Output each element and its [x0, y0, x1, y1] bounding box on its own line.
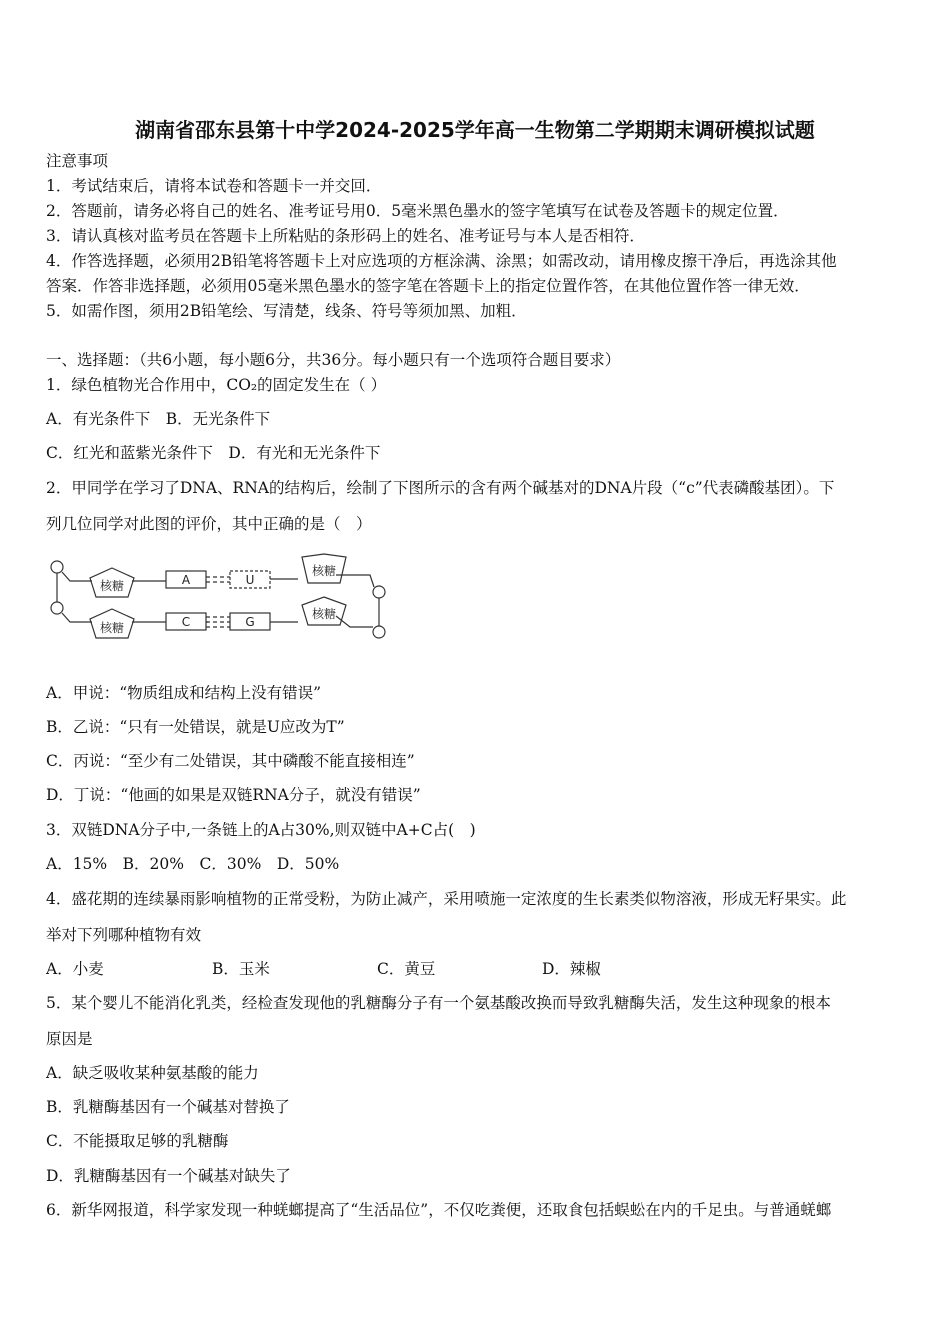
option-c: C．不能摄取足够的乳糖酶 [46, 1132, 229, 1150]
sugar-label: 核糖 [99, 579, 125, 593]
phosphate-circle [373, 626, 385, 638]
option-b: B．乳糖酶基因有一个碱基对替换了 [46, 1098, 290, 1116]
option-a: A．小麦 [46, 960, 104, 978]
page-title: 湖南省邵东县第十中学2024-2025学年高一生物第二学期期末调研模拟试题 [135, 118, 815, 142]
option-a: A．缺乏吸收某种氨基酸的能力 [46, 1064, 259, 1082]
question-1-options-cd [46, 443, 380, 463]
note-item: 答案．作答非选择题，必须用05毫米黑色墨水的签字笔在答题卡上的指定位置作答，在其他位置作答一律无效． [46, 277, 810, 295]
question-5-stem: 5．某个婴儿不能消化乳类，经检查发现他的乳糖酶分子有一个氨基酸改换而导致乳糖酶失活，发生这种现象的根本 [46, 994, 831, 1012]
base-label: U [245, 573, 255, 587]
option-d: D．50% [276, 855, 340, 873]
question-3-options [46, 854, 339, 874]
option-c: C．丙说：“至少有二处错误，其中磷酸不能直接相连” [46, 752, 415, 770]
option-d: D．有光和无光条件下 [228, 444, 381, 462]
notes-heading: 注意事项 [46, 152, 109, 170]
note-item: 4．作答选择题，必须用2B铅笔将答题卡上对应选项的方框涂满、涂黑；如需改动，请用橡皮擦干净后，再选涂其他 [46, 252, 837, 270]
option-b: B．玉米 [212, 960, 270, 978]
phosphate-circle [51, 561, 63, 573]
question-6-stem: 6．新华网报道，科学家发现一种蜣螂提高了“生活品位”，不仅吃粪便，还取食包括蜈蚣在内的千足虫。与普通蜣螂 [46, 1201, 832, 1219]
sugar-label: 核糖 [311, 564, 337, 578]
option-b: B．无光条件下 [165, 410, 271, 428]
option-d: D．丁说：“他画的如果是双链RNA分子，就没有错误” [46, 786, 421, 804]
question-2-stem-cont: 列几位同学对此图的评价，其中正确的是（ ） [46, 515, 372, 533]
option-c: C．30% [199, 855, 262, 873]
question-1-options-ab [46, 409, 270, 429]
option-a: A．有光条件下 [46, 410, 151, 428]
base-label: C [181, 615, 191, 629]
note-item: 1．考试结束后，请将本试卷和答题卡一并交回． [46, 177, 382, 195]
option-d: D．乳糖酶基因有一个碱基对缺失了 [46, 1167, 291, 1185]
option-c: C．黄豆 [377, 960, 436, 978]
question-2-stem: 2．甲同学在学习了DNA、RNA的结构后，绘制了下图所示的含有两个碱基对的DNA片段（“c”代表磷酸基团）。下 [46, 479, 835, 497]
option-a: A．甲说：“物质组成和结构上没有错误” [46, 684, 322, 702]
option-c: C．红光和蓝紫光条件下 [46, 444, 213, 462]
note-item: 2．答题前，请务必将自己的姓名、准考证号用0．5毫米黑色墨水的签字笔填写在试卷及答题卡的规定位置． [46, 202, 789, 220]
sugar-label: 核糖 [311, 607, 337, 621]
dna-diagram [40, 545, 400, 650]
question-3-stem: 3．双链DNA分子中,一条链上的A占30%,则双链中A+C占( ) [46, 821, 476, 839]
base-label: A [181, 573, 191, 587]
note-item: 3．请认真核对监考员在答题卡上所粘贴的条形码上的姓名、准考证号与本人是否相符． [46, 227, 645, 245]
question-5-stem-cont: 原因是 [46, 1030, 93, 1048]
base-label: G [245, 615, 255, 629]
note-item: 5．如需作图，须用2B铅笔绘、写清楚，线条、符号等须加黑、加粗． [46, 302, 527, 320]
question-1-stem: 1．绿色植物光合作用中，CO₂的固定发生在（ ） [46, 376, 387, 394]
question-4-stem-cont: 举对下列哪种植物有效 [46, 926, 202, 944]
phosphate-circle [51, 602, 63, 614]
sugar-label: 核糖 [99, 621, 125, 635]
option-b: B．20% [122, 855, 185, 873]
question-4-stem: 4．盛花期的连续暴雨影响植物的正常受粉，为防止减产，采用喷施一定浓度的生长素类似物溶液，形成无籽果实。此 [46, 890, 847, 908]
phosphate-circle [373, 586, 385, 598]
option-a: A．15% [46, 855, 108, 873]
section-heading: 一、选择题：（共6小题，每小题6分，共36分。每小题只有一个选项符合题目要求） [46, 351, 621, 369]
option-d: D．辣椒 [542, 960, 601, 978]
option-b: B．乙说：“只有一处错误，就是U应改为T” [46, 718, 345, 736]
